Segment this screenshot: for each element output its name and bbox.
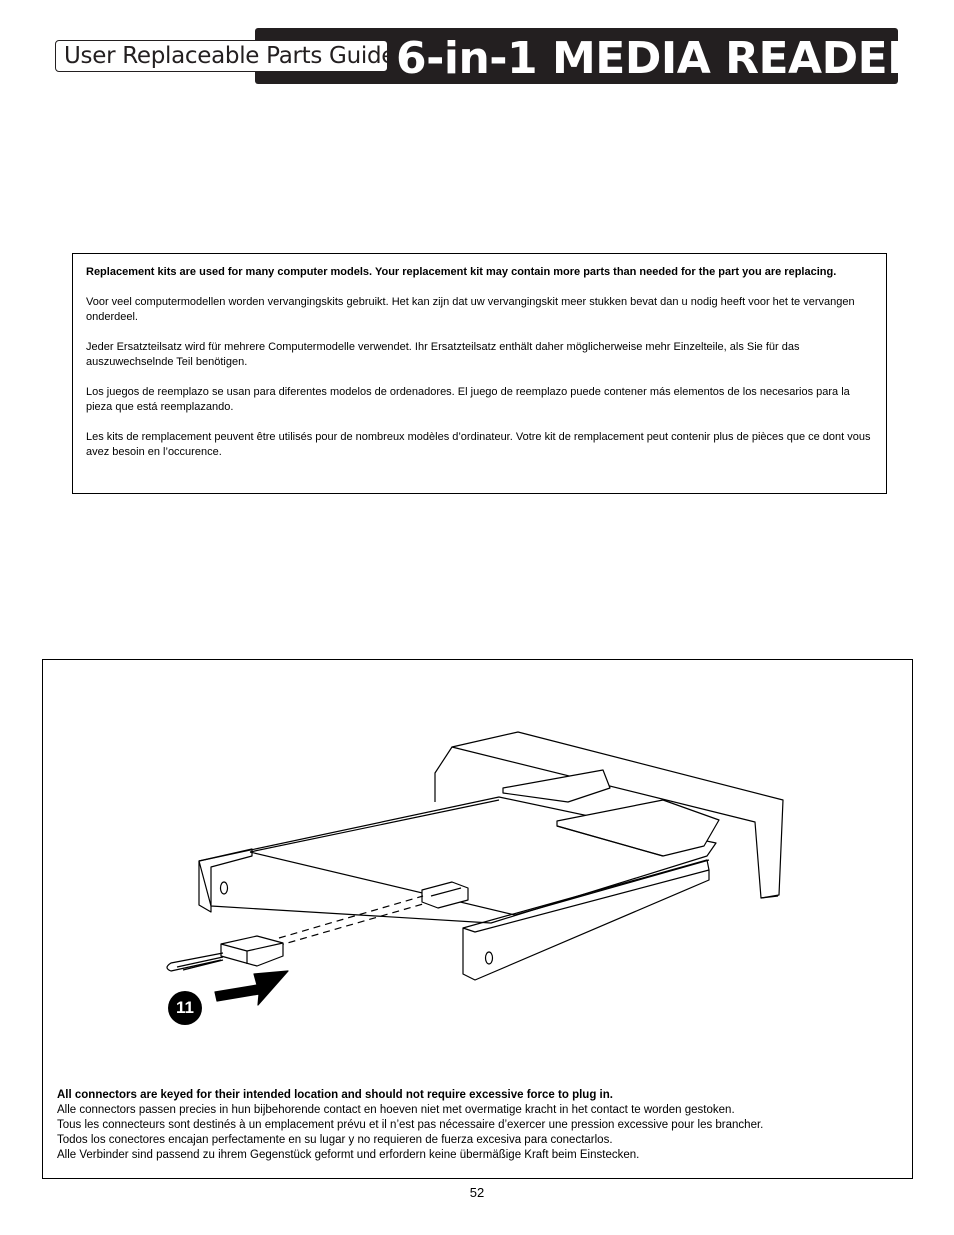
notice-paragraph-en: Replacement kits are used for many computer models. Your replacement kit may contain more parts than needed for the part you are replacing. <box>86 266 837 278</box>
page-number: 52 <box>469 1185 485 1200</box>
notice-paragraph-de: Jeder Ersatzteilsatz wird für mehrere Computermodelle verwendet. Ihr Ersatzteilsatz enthält daher möglicherweise mehr Einzelteile, als Sie für das auszuwechselnde Teil benötigen. <box>86 341 800 368</box>
replacement-kit-notice <box>72 253 887 494</box>
caption-line-fr: Tous les connecteurs sont destinés à un emplacement prévu et il n’est pas nécessaire d’exercer une pression excessive pour les brancher. <box>57 1119 764 1131</box>
page-title: 6-in-1 MEDIA READER <box>396 33 921 84</box>
insertion-arrow <box>215 971 288 1005</box>
caption-line-nl: Alle connectors passen precies in hun bijbehorende contact en hoeven niet met overmatige kracht in het contact te worden gestoken. <box>57 1104 735 1116</box>
illustration-panel <box>42 659 913 1179</box>
notice-paragraph-fr: Les kits de remplacement peuvent être utilisés pour de nombreux modèles d’ordinateur. Votre kit de remplacement peut contenir plus de pièces que ce dont vous avez besoin en l’occurence. <box>86 431 871 458</box>
notice-paragraph-nl: Voor veel computermodellen worden vervangingskits gebruikt. Het kan zijn dat uw vervangingskit meer stukken bevat dan u nodig heeft voor het te vervangen onderdeel. <box>86 296 855 323</box>
step-number-badge: 11 <box>168 991 202 1025</box>
connector-caption <box>57 1088 763 1163</box>
card-module-1 <box>503 770 610 802</box>
notice-paragraph-es: Los juegos de reemplazo se usan para diferentes modelos de ordenadores. El juego de reemplazo puede contener más elementos de los necesarios para la pieza que está reemplazando. <box>86 386 850 413</box>
cable-connector <box>221 936 283 966</box>
guide-label: User Replaceable Parts Guide <box>55 40 388 72</box>
caption-line-en: All connectors are keyed for their intended location and should not require excessive force to plug in. <box>57 1089 613 1101</box>
caption-line-de: Alle Verbinder sind passend zu ihrem Gegenstück geformt und erfordern keine übermäßige Kraft beim Einstecken. <box>57 1149 640 1161</box>
caption-line-es: Todos los conectores encajan perfectamente en su lugar y no requieren de fuerza excesiva para conectarlos. <box>57 1134 613 1146</box>
